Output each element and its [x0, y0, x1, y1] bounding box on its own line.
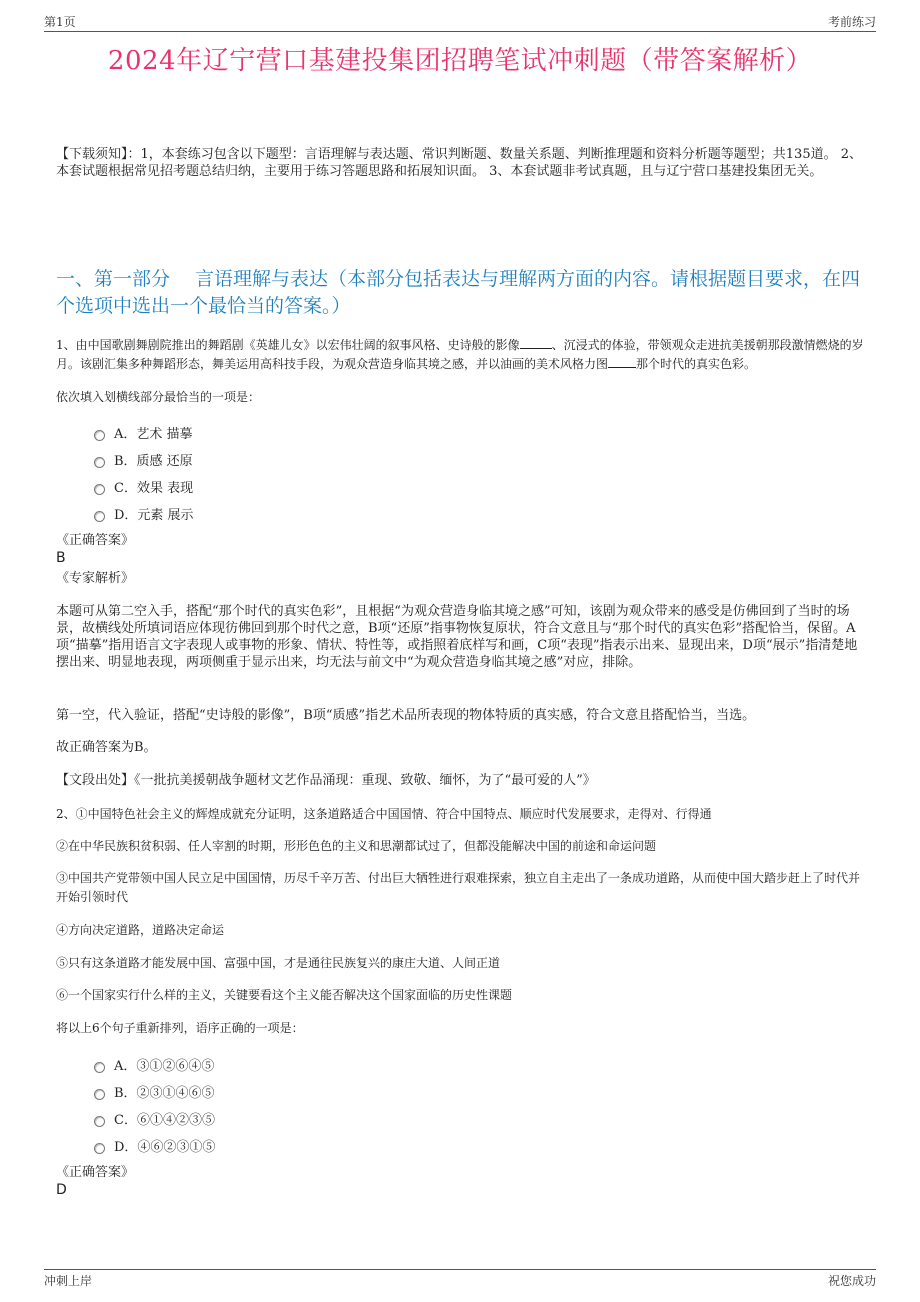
radio-icon[interactable]	[94, 1089, 105, 1100]
header-divider	[44, 31, 876, 32]
option-label: D．元素 展示	[114, 508, 194, 523]
question-1-option-b[interactable]	[94, 450, 193, 469]
radio-icon[interactable]	[94, 1143, 105, 1154]
section-heading: 一、第一部分 言语理解与表达（本部分包括表达与理解两方面的内容。请根据题目要求，在四个选项中选出一个最恰当的答案。）	[56, 268, 861, 317]
question-2-option-b[interactable]	[94, 1082, 215, 1101]
question-2-answer: D	[56, 1182, 67, 1198]
question-1-option-d[interactable]	[94, 504, 194, 523]
question-2-option-a[interactable]	[94, 1055, 214, 1074]
document-title: 2024年辽宁营口基建投集团招聘笔试冲刺题（带答案解析）	[107, 46, 813, 76]
option-label: B．②③①④⑥⑤	[114, 1086, 215, 1101]
download-notice: 【下载须知】：1，本套练习包含以下题型：言语理解与表达题、常识判断题、数量关系题、判断推理题和资料分析题等题型；共135道。 2、本套试题根据常见招考题总结归纳，主要用于练习答题思路和拓展知识面。 3、本套试题非考试真题，且与辽宁营口基建投集团无关。	[56, 147, 862, 179]
question-1-analysis-label: 《专家解析》	[56, 571, 135, 586]
question-1-analysis-paragraph-3: 故正确答案为B。	[56, 740, 157, 755]
option-label: A．③①②⑥④⑤	[114, 1059, 215, 1074]
fill-blank-1	[520, 336, 552, 349]
question-1-prompt: 依次填入划横线部分最恰当的一项是：	[56, 390, 261, 404]
question-1-stem	[56, 336, 866, 374]
question-2-sentence-5: ⑤只有这条道路才能发展中国、富强中国，才是通往民族复兴的康庄大道、人间正道	[56, 956, 501, 970]
option-label: C．效果 表现	[114, 481, 194, 496]
fill-blank-2	[608, 355, 636, 368]
question-2-sentence-3: ③中国共产党带领中国人民立足中国国情，历尽千辛万苦、付出巨大牺牲进行艰难探索，独立自主走出了一条成功道路，从而使中国大踏步赶上了时代并开始引领时代	[56, 871, 861, 904]
question-2-option-c[interactable]	[94, 1109, 215, 1128]
question-2-answer-label: 《正确答案》	[56, 1165, 135, 1180]
footer-right-text: 祝您成功	[827, 1274, 876, 1288]
question-2-prompt: 将以上6个句子重新排列，语序正确的一项是：	[56, 1021, 304, 1035]
page-number: 第1页	[44, 15, 76, 29]
question-1-answer: B	[56, 550, 66, 566]
radio-icon[interactable]	[94, 457, 105, 468]
radio-icon[interactable]	[94, 1062, 105, 1073]
option-label: A．艺术 描摹	[114, 427, 193, 442]
question-2-sentence-4: ④方向决定道路，道路决定命运	[56, 923, 225, 937]
radio-icon[interactable]	[94, 511, 105, 522]
question-2-sentence-1: 2、①中国特色社会主义的辉煌成就充分证明，这条道路适合中国国情、符合中国特点、顺应时代发展要求，走得对、行得通	[56, 807, 712, 821]
question-1-stem-part-a: 1、由中国歌剧舞剧院推出的舞蹈剧《英雄儿女》以宏伟壮阔的叙事风格、史诗般的影像	[56, 338, 520, 352]
question-2-option-d[interactable]	[94, 1136, 215, 1155]
question-1-stem-part-c: 那个时代的真实色彩。	[636, 357, 757, 371]
footer-divider	[44, 1269, 876, 1270]
header-label: 考前练习	[827, 15, 876, 29]
radio-icon[interactable]	[94, 430, 105, 441]
option-label: B．质感 还原	[114, 454, 193, 469]
radio-icon[interactable]	[94, 1116, 105, 1127]
footer-left-text: 冲刺上岸	[44, 1274, 93, 1288]
option-label: C．⑥①④②③⑤	[114, 1113, 215, 1128]
radio-icon[interactable]	[94, 484, 105, 495]
question-2-sentence-6: ⑥一个国家实行什么样的主义，关键要看这个主义能否解决这个国家面临的历史性课题	[56, 988, 513, 1002]
question-1-source: 【文段出处】《一批抗美援朝战争题材文艺作品涌现：重现、致敬、缅怀，为了“最可爱的人”》	[56, 773, 596, 788]
question-1-stem-part-b: 、沉浸式的体验，带领观众走进抗美援朝那段激情燃烧的岁月。该剧汇集多种舞蹈形态，舞美运用高科技手段，为观众营造身临其境之感，并以油画的美术风格力图	[56, 338, 864, 371]
question-1-option-a[interactable]	[94, 423, 193, 442]
question-1-answer-label: 《正确答案》	[56, 533, 135, 548]
question-1-analysis-paragraph-2: 第一空，代入验证，搭配“史诗般的影像”，B项“质感”指艺术品所表现的物体特质的真实感，符合文意且搭配恰当，当选。	[56, 708, 756, 723]
option-label: D．④⑥②③①⑤	[114, 1140, 216, 1155]
question-1-analysis-paragraph-1: 本题可从第二空入手，搭配“那个时代的真实色彩”，且根据“为观众营造身临其境之感”可知，该剧为观众带来的感受是仿佛回到了当时的场景，故横线处所填词语应体现彷佛回到那个时代之意，B项“还原”指事物恢复原状，符合文意且与“那个时代的真实色彩”搭配恰当，保留。A项“描摹”指用语言文字表现人或事物的形象、情状、特性等，或指照着底样写和画，C项“表现”指表示出来、显现出来，D项“展示”指清楚地摆出来、明显地表现，两项侧重于显示出来，均无法与前文中“为观众营造身临其境之感”对应，排除。	[56, 604, 858, 670]
question-2-sentence-2: ②在中华民族积贫积弱、任人宰割的时期，形形色色的主义和思潮都试过了，但都没能解决中国的前途和命运问题	[56, 839, 657, 853]
question-1-option-c[interactable]	[94, 477, 193, 496]
